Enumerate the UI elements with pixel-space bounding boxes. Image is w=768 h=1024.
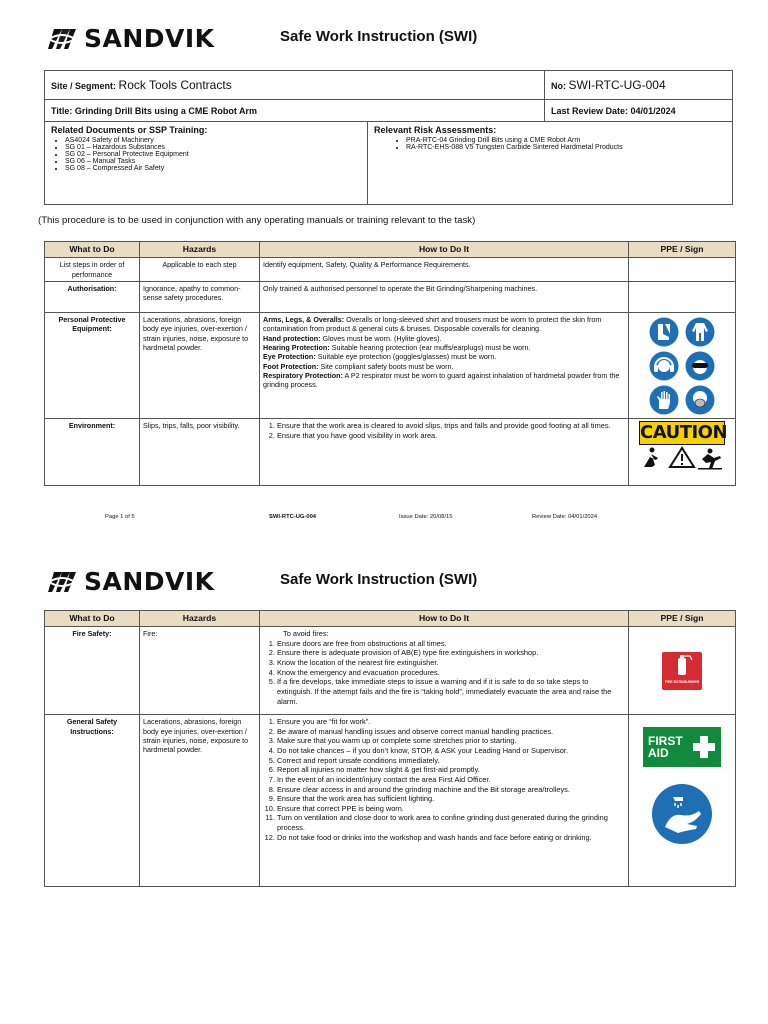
hazard-cell: Lacerations, abrasions, foreign body eye injuries, over-exertion / strain injuries, noise, exposure to hardmetal powder. xyxy=(140,715,260,887)
ppe-instruction: Hearing Protection: Suitable hearing protection (ear muffs/earplugs) must be worn. xyxy=(263,342,531,352)
risk-heading: Relevant Risk Assessments: xyxy=(374,125,497,135)
doc-number-cell xyxy=(545,71,733,100)
ppe-cell xyxy=(629,258,736,282)
slip-trip-fall-icon xyxy=(638,445,726,471)
related-heading: Related Documents or SSP Training: xyxy=(51,125,208,135)
how-cell xyxy=(260,418,629,485)
list-item: 1. Ensure that the work area is cleared to avoid slips, trips and falls and provide good footing at all times. xyxy=(277,421,625,431)
col-what: What to Do xyxy=(45,242,140,258)
hazard-cell: Fire: xyxy=(140,627,260,715)
sandvik-logo-icon xyxy=(46,568,78,596)
list-item: 3. Know the location of the nearest fire extinguisher. xyxy=(277,658,625,668)
list-item: 4. Do not take chances – if you don’t know, STOP, & ASK your Leading Hand or Supervisor. xyxy=(277,746,625,756)
ppe-cell xyxy=(629,715,736,887)
ppe-cell xyxy=(629,627,736,715)
list-item: 1. Ensure you are “fit for work”. xyxy=(277,717,625,727)
site-label: Site / Segment: xyxy=(51,81,117,91)
first-aid-line2: AID xyxy=(648,746,669,761)
wash-hands-icon xyxy=(651,783,713,845)
list-item: 3. Make sure that you warm up or complete some stretches prior to starting. xyxy=(277,736,625,746)
overalls-icon xyxy=(685,317,715,347)
doc-number-value: SWI-RTC-UG-004 xyxy=(568,78,666,92)
gloves-icon xyxy=(649,385,679,415)
procedure-table-page1 xyxy=(44,241,736,486)
related-documents-cell xyxy=(45,122,368,204)
safety-boots-icon xyxy=(649,317,679,347)
table-row xyxy=(45,312,736,418)
footer-page: Page 1 of 5 xyxy=(105,514,135,520)
ppe-cell xyxy=(629,418,736,485)
procedure-table-page2 xyxy=(44,610,736,887)
ppe-instruction: Respiratory Protection: A P2 respirator must be worn to guard against inhalation of hardmetal powder from the grinding process. xyxy=(263,371,620,390)
col-how: How to Do It xyxy=(260,242,629,258)
list-item: 9. Ensure that the work area has sufficient lighting. xyxy=(277,794,625,804)
fire-intro: To avoid fires: xyxy=(283,629,329,639)
review-date-cell xyxy=(545,100,733,122)
list-item: 6. Report all injuries no matter how slight & get first-aid promptly. xyxy=(277,765,625,775)
related-item: • SG 01 – Hazardous Substances xyxy=(65,144,361,151)
doc-number-label: No: xyxy=(551,81,566,91)
list-item: 10. Ensure that correct PPE is being worn. xyxy=(277,804,625,814)
general-safety-steps xyxy=(277,717,625,842)
fire-steps xyxy=(277,639,625,706)
how-cell xyxy=(260,312,629,418)
hazard-cell: Lacerations, abrasions, foreign body eye injuries, over-exertion / strain injuries, noise, exposure to hardmetal powder. xyxy=(140,312,260,418)
table-row xyxy=(45,258,736,282)
related-list xyxy=(65,137,361,172)
hazard-cell: Slips, trips, falls, poor visibility. xyxy=(140,418,260,485)
step-cell: Personal Protective Equipment: xyxy=(45,312,140,418)
risk-assessments-cell xyxy=(368,122,733,204)
list-item: 11. Turn on ventilation and close door to work area to confine grinding dust generated during the grinding process. xyxy=(277,813,625,832)
footer-review: Review Date: 04/01/2024 xyxy=(532,514,598,520)
first-aid-sign xyxy=(643,727,721,767)
ppe-instruction: Hand protection: Gloves must be worn. (Hylite gloves). xyxy=(263,333,442,343)
step-cell: General Safety Instructions: xyxy=(45,715,140,887)
fire-extinguisher-label: FIRE EXTINGUISHER xyxy=(664,680,700,685)
usage-note: (This procedure is to be used in conjunction with any operating manuals or training relevant to the task) xyxy=(38,215,476,226)
list-item: 5. If a fire develops, take immediate steps to issue a warning and if it is safe to do so take steps to extinguish. If the attempt fails and the fire is “taking hold”, immediately evacuate the area and raise the alarm. xyxy=(277,677,625,706)
how-cell xyxy=(260,715,629,887)
risk-list xyxy=(406,137,726,151)
header-table xyxy=(44,70,733,122)
site-value: Rock Tools Contracts xyxy=(118,78,232,92)
related-item: • SG 06 – Manual Tasks xyxy=(65,158,361,165)
ppe-icon-group xyxy=(636,317,728,415)
step-cell: Environment: xyxy=(45,418,140,485)
ppe-instruction: Foot Protection: Site compliant safety boots must be worn. xyxy=(263,361,454,371)
caution-sign xyxy=(639,421,728,445)
related-item: • SG 08 – Compressed Air Safety xyxy=(65,165,361,172)
sandvik-logo xyxy=(46,24,215,53)
col-what: What to Do xyxy=(45,611,140,627)
title-value: Grinding Drill Bits using a CME Robot Arm xyxy=(74,105,258,116)
risk-item: • PRA-RTC-04 Grinding Drill Bits using a CME Robot Arm xyxy=(406,137,726,144)
eye-protection-icon xyxy=(685,351,715,381)
ppe-cell xyxy=(629,312,736,418)
sandvik-logo-icon xyxy=(46,25,78,53)
sandvik-logo xyxy=(46,567,215,596)
list-item: 4. Know the emergency and evacuation procedures. xyxy=(277,668,625,678)
col-hazards: Hazards xyxy=(140,611,260,627)
list-item: 2. Ensure that you have good visibility in work area. xyxy=(277,431,625,441)
how-cell xyxy=(260,627,629,715)
list-item: 7. In the event of an incident/injury contact the area First Aid Officer. xyxy=(277,775,625,785)
hazard-cell: Ignorance, apathy to common-sense safety procedures. xyxy=(140,281,260,312)
fire-extinguisher-icon xyxy=(662,652,702,678)
step-cell: Fire Safety: xyxy=(45,627,140,715)
environment-steps xyxy=(277,421,625,440)
related-item: • SG 02 – Personal Protective Equipment xyxy=(65,151,361,158)
footer-doc: SWI-RTC-UG-004 xyxy=(269,514,317,520)
caution-sign-text: CAUTION xyxy=(640,421,728,443)
list-item: 2. Ensure there is adequate provision of AB(E) type fire extinguishers in workshop. xyxy=(277,648,625,658)
col-ppe: PPE / Sign xyxy=(629,611,736,627)
related-item: • AS4024 Safety of Machinery xyxy=(65,137,361,144)
col-hazards: Hazards xyxy=(140,242,260,258)
step-cell: Authorisation: xyxy=(45,281,140,312)
brand-name: SANDVIK xyxy=(84,24,215,53)
list-item: 8. Ensure clear access in and around the grinding machine and the Bit storage area/trolleys. xyxy=(277,785,625,795)
table-row xyxy=(45,627,736,715)
fire-extinguisher-sign xyxy=(662,652,702,690)
first-aid-text xyxy=(648,735,683,759)
review-date-value: 04/01/2024 xyxy=(630,105,676,116)
footer-issue: Issue Date: 20/08/15 xyxy=(399,514,453,520)
list-item: 1. Ensure doors are free from obstructions at all times. xyxy=(277,639,625,649)
respirator-icon xyxy=(685,385,715,415)
table-row xyxy=(45,715,736,887)
references-table xyxy=(44,122,733,205)
site-cell xyxy=(45,71,545,100)
review-date-label: Last Review Date: xyxy=(551,105,629,116)
document-title: Safe Work Instruction (SWI) xyxy=(280,28,478,45)
list-item: 5. Correct and report unsafe conditions immediately. xyxy=(277,756,625,766)
hearing-protection-icon xyxy=(649,351,679,381)
document-title: Safe Work Instruction (SWI) xyxy=(280,571,478,588)
ppe-instruction: Arms, Legs, & Overalls: Overalls or long-sleeved shirt and trousers must be worn to protect the skin from contamination from product & general cuts & bruises. Disposable coveralls for cleaning. xyxy=(263,314,602,334)
title-label: Title: xyxy=(51,105,73,116)
risk-item: • RA-RTC-EHS-088 V5 Tungsten Carbide Sintered Hardmetal Products xyxy=(406,144,726,151)
ppe-instruction: Eye Protection: Suitable eye protection (goggles/glasses) must be worn. xyxy=(263,352,497,362)
first-aid-line1: FIRST xyxy=(648,734,683,749)
table-row xyxy=(45,418,736,485)
first-aid-cross-icon xyxy=(692,735,716,759)
step-cell: List steps in order of performance xyxy=(45,258,140,282)
how-cell: Only trained & authorised personnel to operate the Bit Grinding/Sharpening machines. xyxy=(260,281,629,312)
list-item: 2. Be aware of manual handling issues and observe correct manual handling practices. xyxy=(277,727,625,737)
list-item: 12. Do not take food or drinks into the workshop and wash hands and face before eating or drinking. xyxy=(277,833,625,843)
how-cell: Identify equipment, Safety, Quality & Performance Requirements. xyxy=(260,258,629,282)
col-how: How to Do It xyxy=(260,611,629,627)
col-ppe: PPE / Sign xyxy=(629,242,736,258)
brand-name: SANDVIK xyxy=(84,567,215,596)
table-row xyxy=(45,281,736,312)
title-cell xyxy=(45,100,545,122)
hazard-cell: Applicable to each step xyxy=(140,258,260,282)
ppe-cell xyxy=(629,281,736,312)
